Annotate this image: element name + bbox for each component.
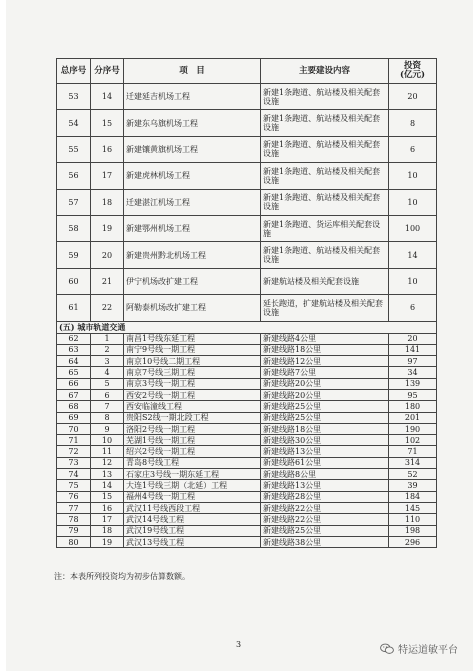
cell-project: 洛阳2号线一期工程 <box>124 423 261 434</box>
cell-sub-no: 7 <box>91 401 124 412</box>
cell-project: 迁建湛江机场工程 <box>124 189 261 215</box>
cell-content: 新建线路22公里 <box>261 514 389 525</box>
table-row <box>57 333 437 344</box>
cell-sub-no: 22 <box>91 295 124 321</box>
cell-sub-no: 6 <box>91 390 124 401</box>
table-row <box>57 189 437 215</box>
cell-total-no: 54 <box>57 110 91 136</box>
cell-project: 新建贵州黔北机场工程 <box>124 242 261 268</box>
table-row <box>57 242 437 268</box>
cell-total-no: 59 <box>57 242 91 268</box>
cell-sub-no: 21 <box>91 268 124 294</box>
header-total-no: 总序号 <box>57 59 91 84</box>
rail-section <box>57 333 437 548</box>
cell-project: 武汉19号线工程 <box>124 525 261 536</box>
watermark-text: 特运道敏平台 <box>398 645 458 656</box>
cell-project: 新建镶黄旗机场工程 <box>124 136 261 162</box>
table-row <box>57 268 437 294</box>
cell-total-no: 78 <box>57 514 91 525</box>
cell-investment: 10 <box>389 268 437 294</box>
cell-investment: 198 <box>389 525 437 536</box>
cell-sub-no: 16 <box>91 136 124 162</box>
cell-project: 武汉11号线西段工程 <box>124 502 261 513</box>
cell-content: 新建线路7公里 <box>261 367 389 378</box>
table-row <box>57 469 437 480</box>
table-row <box>57 163 437 189</box>
cell-total-no: 69 <box>57 412 91 423</box>
cell-content: 新建线路18公里 <box>261 344 389 355</box>
cell-content: 新建线路4公里 <box>261 333 389 344</box>
cell-investment: 6 <box>389 136 437 162</box>
section-title: (五) 城市轨道交通 <box>57 321 437 333</box>
cell-project: 新建鄂州机场工程 <box>124 215 261 241</box>
cell-investment: 102 <box>389 435 437 446</box>
cell-total-no: 79 <box>57 525 91 536</box>
cell-content: 新建线路8公里 <box>261 469 389 480</box>
cell-content: 新建线路38公里 <box>261 536 389 547</box>
cell-investment: 190 <box>389 423 437 434</box>
cell-sub-no: 2 <box>91 344 124 355</box>
table-row <box>57 446 437 457</box>
cell-content: 新建线路13公里 <box>261 480 389 491</box>
cell-total-no: 68 <box>57 401 91 412</box>
cell-content: 延长跑道，扩建航站楼及相关配套设施 <box>261 295 389 321</box>
airport-section <box>57 84 437 322</box>
cell-project: 大连1号线三期（北延）工程 <box>124 480 261 491</box>
cell-project: 迁建延吉机场工程 <box>124 84 261 110</box>
cell-investment: 314 <box>389 457 437 468</box>
cell-sub-no: 12 <box>91 457 124 468</box>
cell-total-no: 55 <box>57 136 91 162</box>
cell-investment: 20 <box>389 84 437 110</box>
cell-total-no: 75 <box>57 480 91 491</box>
header-sub-no: 分序号 <box>91 59 124 84</box>
cell-project: 绍兴2号线一期工程 <box>124 446 261 457</box>
table-row <box>57 401 437 412</box>
cell-investment: 10 <box>389 189 437 215</box>
cell-investment: 14 <box>389 242 437 268</box>
cell-sub-no: 17 <box>91 163 124 189</box>
cell-total-no: 53 <box>57 84 91 110</box>
cell-project: 福州4号线一期工程 <box>124 491 261 502</box>
cell-project: 阿勒泰机场改扩建工程 <box>124 295 261 321</box>
cell-total-no: 73 <box>57 457 91 468</box>
cell-investment: 141 <box>389 344 437 355</box>
cell-investment: 180 <box>389 401 437 412</box>
cell-project: 贵阳S2线一期北段工程 <box>124 412 261 423</box>
cell-project: 南京3号线一期工程 <box>124 378 261 389</box>
cell-project: 伊宁机场改扩建工程 <box>124 268 261 294</box>
cell-project: 青岛8号线工程 <box>124 457 261 468</box>
cell-investment: 52 <box>389 469 437 480</box>
table-row <box>57 136 437 162</box>
cell-investment: 71 <box>389 446 437 457</box>
cell-project: 武汉13号线工程 <box>124 536 261 547</box>
cell-project: 新建虎林机场工程 <box>124 163 261 189</box>
cell-sub-no: 15 <box>91 491 124 502</box>
cell-investment: 201 <box>389 412 437 423</box>
cell-sub-no: 14 <box>91 84 124 110</box>
cell-sub-no: 20 <box>91 242 124 268</box>
cell-investment: 8 <box>389 110 437 136</box>
cell-content: 新建线路20公里 <box>261 378 389 389</box>
cell-sub-no: 15 <box>91 110 124 136</box>
cell-investment: 10 <box>389 163 437 189</box>
cell-project: 南宁9号线一期工程 <box>124 344 261 355</box>
cell-content: 新建线路18公里 <box>261 423 389 434</box>
cell-sub-no: 18 <box>91 189 124 215</box>
cell-project: 芜湖1号线一期工程 <box>124 435 261 446</box>
cell-investment: 296 <box>389 536 437 547</box>
cell-project: 西安临潼线工程 <box>124 401 261 412</box>
cell-total-no: 70 <box>57 423 91 434</box>
cell-sub-no: 3 <box>91 356 124 367</box>
table-row <box>57 367 437 378</box>
cell-content: 新建1条跑道、航站楼及相关配套设施 <box>261 84 389 110</box>
table-row <box>57 412 437 423</box>
cell-total-no: 80 <box>57 536 91 547</box>
wechat-logo-icon <box>380 643 394 655</box>
cell-sub-no: 9 <box>91 423 124 434</box>
cell-total-no: 60 <box>57 268 91 294</box>
cell-sub-no: 16 <box>91 502 124 513</box>
table-row <box>57 378 437 389</box>
cell-total-no: 74 <box>57 469 91 480</box>
cell-sub-no: 4 <box>91 367 124 378</box>
cell-investment: 139 <box>389 378 437 389</box>
cell-investment: 95 <box>389 390 437 401</box>
header-project: 项 目 <box>124 59 261 84</box>
cell-content: 新建航站楼及相关配套设施 <box>261 268 389 294</box>
table-header-row <box>57 59 437 84</box>
cell-content: 新建1条跑道、航站楼及相关配套设施 <box>261 110 389 136</box>
cell-content: 新建1条跑道、航站楼及相关配套设施 <box>261 242 389 268</box>
table-row <box>57 344 437 355</box>
cell-total-no: 63 <box>57 344 91 355</box>
table-row <box>57 390 437 401</box>
table-row <box>57 457 437 468</box>
header-investment: 投资 (亿元) <box>389 59 437 84</box>
cell-content: 新建线路12公里 <box>261 356 389 367</box>
cell-sub-no: 8 <box>91 412 124 423</box>
cell-project: 南昌1号线东延工程 <box>124 333 261 344</box>
cell-total-no: 64 <box>57 356 91 367</box>
cell-total-no: 77 <box>57 502 91 513</box>
cell-investment: 110 <box>389 514 437 525</box>
cell-total-no: 67 <box>57 390 91 401</box>
cell-project: 南京10号线二期工程 <box>124 356 261 367</box>
table-row <box>57 215 437 241</box>
cell-investment: 34 <box>389 367 437 378</box>
table-footnote: 注：本表所列投资均为初步估算数额。 <box>54 572 190 581</box>
cell-sub-no: 18 <box>91 525 124 536</box>
table-row <box>57 525 437 536</box>
cell-content: 新建线路30公里 <box>261 435 389 446</box>
cell-investment: 145 <box>389 502 437 513</box>
cell-sub-no: 10 <box>91 435 124 446</box>
cell-project: 武汉14号线工程 <box>124 514 261 525</box>
table-row <box>57 110 437 136</box>
cell-content: 新建线路22公里 <box>261 502 389 513</box>
investment-table <box>56 58 437 548</box>
cell-total-no: 56 <box>57 163 91 189</box>
cell-project: 石家庄3号线一期东延工程 <box>124 469 261 480</box>
cell-content: 新建线路61公里 <box>261 457 389 468</box>
table-row <box>57 536 437 547</box>
cell-investment: 97 <box>389 356 437 367</box>
cell-total-no: 72 <box>57 446 91 457</box>
table-row <box>57 502 437 513</box>
cell-total-no: 66 <box>57 378 91 389</box>
cell-sub-no: 19 <box>91 536 124 547</box>
table-row <box>57 480 437 491</box>
cell-content: 新建1条跑道、航站楼及相关配套设施 <box>261 136 389 162</box>
rail-section-header <box>57 321 437 333</box>
cell-total-no: 57 <box>57 189 91 215</box>
cell-content: 新建线路28公里 <box>261 491 389 502</box>
cell-total-no: 58 <box>57 215 91 241</box>
cell-project: 南京7号线三期工程 <box>124 367 261 378</box>
table-row <box>57 514 437 525</box>
cell-content: 新建1条跑道、货运库相关配套设施 <box>261 215 389 241</box>
cell-investment: 184 <box>389 491 437 502</box>
cell-sub-no: 17 <box>91 514 124 525</box>
cell-sub-no: 5 <box>91 378 124 389</box>
page-number: 3 <box>236 640 242 649</box>
cell-total-no: 71 <box>57 435 91 446</box>
cell-total-no: 61 <box>57 295 91 321</box>
cell-project: 西安2号线一期工程 <box>124 390 261 401</box>
cell-content: 新建1条跑道、航站楼及相关配套设施 <box>261 189 389 215</box>
header-content: 主要建设内容 <box>261 59 389 84</box>
table-row <box>57 356 437 367</box>
cell-content: 新建1条跑道、航站楼及相关配套设施 <box>261 163 389 189</box>
cell-investment: 6 <box>389 295 437 321</box>
cell-content: 新建线路13公里 <box>261 446 389 457</box>
cell-sub-no: 14 <box>91 480 124 491</box>
table-row <box>57 491 437 502</box>
watermark <box>380 641 458 656</box>
table-row <box>57 423 437 434</box>
table-row <box>57 295 437 321</box>
cell-content: 新建线路25公里 <box>261 525 389 536</box>
cell-content: 新建线路25公里 <box>261 401 389 412</box>
cell-content: 新建线路20公里 <box>261 390 389 401</box>
cell-total-no: 65 <box>57 367 91 378</box>
cell-investment: 100 <box>389 215 437 241</box>
cell-investment: 20 <box>389 333 437 344</box>
cell-content: 新建线路25公里 <box>261 412 389 423</box>
cell-sub-no: 19 <box>91 215 124 241</box>
table-row <box>57 84 437 110</box>
cell-investment: 39 <box>389 480 437 491</box>
cell-sub-no: 13 <box>91 469 124 480</box>
cell-total-no: 62 <box>57 333 91 344</box>
table-row <box>57 435 437 446</box>
cell-sub-no: 1 <box>91 333 124 344</box>
document-page <box>6 0 473 671</box>
cell-project: 新建东乌旗机场工程 <box>124 110 261 136</box>
cell-sub-no: 11 <box>91 446 124 457</box>
cell-total-no: 76 <box>57 491 91 502</box>
